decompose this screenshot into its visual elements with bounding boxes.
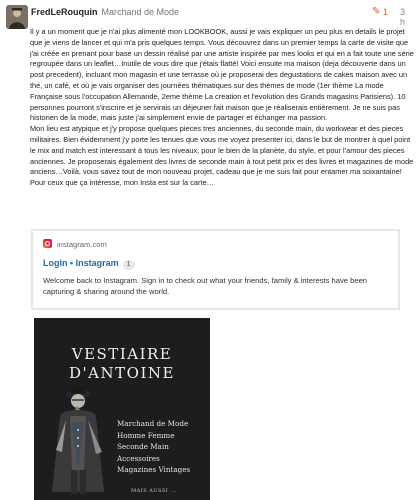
business-card-image[interactable] xyxy=(34,318,210,500)
poster-menu xyxy=(117,418,207,476)
pencil-icon[interactable]: ✎ xyxy=(372,6,381,17)
onebox-description: Welcome back to Instagram. Sign in to check out what your friends, family & interests have been capturing & sharing around the world. xyxy=(43,276,368,296)
poster-menu-item: Accessoires xyxy=(117,453,160,463)
username-link[interactable]: FredLeRouquin xyxy=(31,7,98,17)
click-count-badge: 1 xyxy=(123,260,135,270)
avatar[interactable] xyxy=(6,5,28,29)
user-title: Marchand de Mode xyxy=(101,7,180,17)
onebox-source-text: instagram.com xyxy=(57,240,107,249)
poster-brand-line-2: D'ANTOINE xyxy=(69,364,175,382)
instagram-onebox[interactable] xyxy=(31,229,400,310)
poster-menu-item: Marchand de Mode xyxy=(117,419,189,428)
poster-menu-item: Magazines Vintages xyxy=(117,465,191,475)
post-time[interactable]: 3 h xyxy=(400,7,406,27)
post-body xyxy=(30,27,415,189)
post-paragraph-1: Il y a un moment que je n'ai plus alimenté mon LOOKBOOK, aussi je vais expliquer un peu plus en details le projet que je viens de lancer et qui m'a pris quelques temps. Vous découvrez dans un premier temps la carte de visite que j'ai créée en prenant pour base un dessin réalisé par une artiste inspirée par mes looks et qui en a fait toute une série regroupée dans un leaflet…Inutile de vous dire que j'étais flatté! Voici ensuite ma maison (deja découverte dans un post precedent), incluant mon magasin et une terrasse où je proposerai des degustations de cakes maison avec un thé, un café, et où je vais organiser des journées thématiques sur des thèmes de mode (1er thème La mode Française sous l'occupation Allemande, 2eme thème La creation et l'evolution des Grands magasins Parisiens). 10 personnes pourront s'inscrire et je servirais un déjeuner fait maison que je réaliserais entièrement. Je ne suis pas historien de la mode, mais juste j'ai simplement envie de partager et échanger ma passion. xyxy=(30,27,414,123)
edit-count[interactable]: 1 xyxy=(383,7,389,17)
onebox-title-link[interactable] xyxy=(43,258,135,270)
post-author-names xyxy=(31,7,179,17)
instagram-icon xyxy=(43,239,52,248)
poster-menu-item: Seconde Main xyxy=(117,442,169,452)
poster-brand-line-1: VESTIAIRE xyxy=(71,345,173,363)
onebox-title-text: Login • Instagram xyxy=(43,258,119,268)
post-paragraph-2: Mon lieu est atypique et j'y propose quelques pieces tres anciennes, du seconde main, du workwear et des pieces militaires. Bien évidemment j'y porte les tenues que vous me voyez presenter ici, dans le but de montrer à quel point le mix and match est interessant à tous les niveaux, pour le bien de la planète, du style, et pour l'amour des pieces anciennes. Je proposerais également des livres de seconde main à tout petit prix et des livres et magazines de mode anciens…Voilà, vous savez tout de mon nouveau projet, cadeau que je me suis fait pour entamer ma soixantaine! Pour ceux que ça intéresse, mon Insta est sur la carte… xyxy=(30,124,414,188)
onebox-source[interactable] xyxy=(43,239,107,249)
poster-more-text: MAIS AUSSI ... xyxy=(131,488,177,494)
poster-menu-item: Homme Femme xyxy=(117,430,175,440)
man-illustration xyxy=(44,380,114,500)
